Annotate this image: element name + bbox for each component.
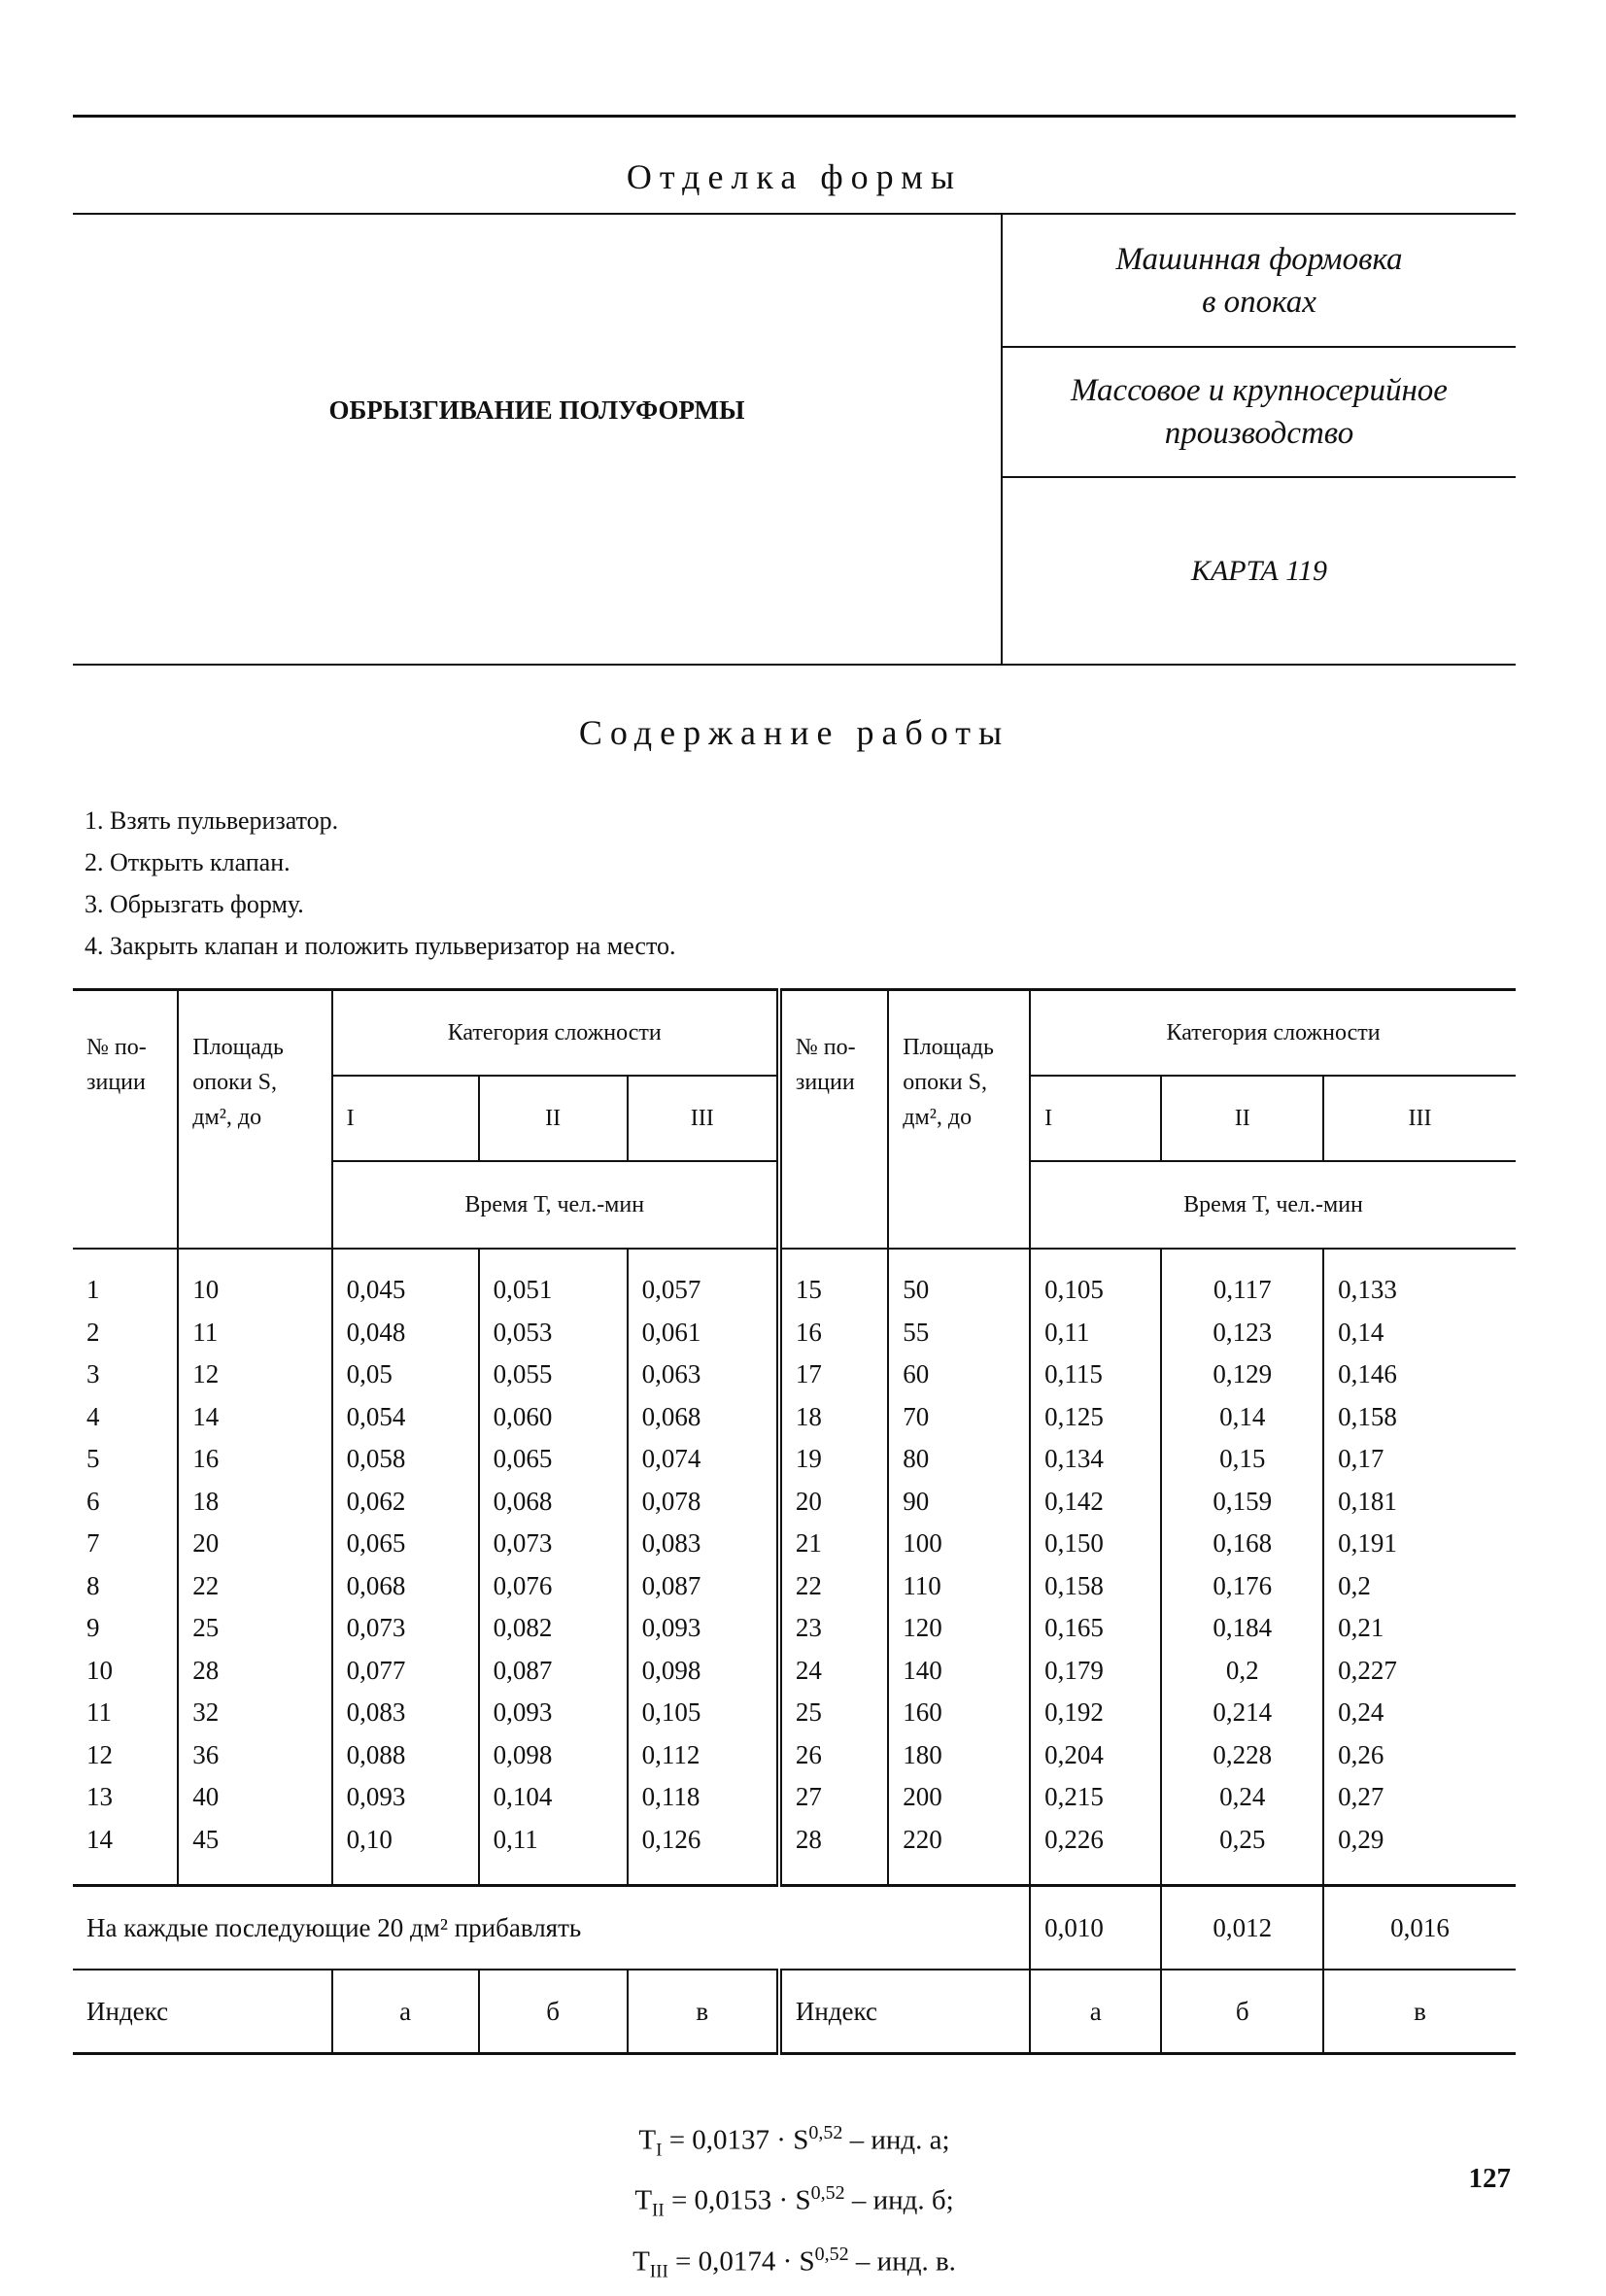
work-step: 1. Взять пульверизатор. — [85, 806, 339, 835]
table-row — [73, 1565, 1516, 1608]
table-cell: 0,082 — [479, 1607, 628, 1650]
table-cell: 0,158 — [1030, 1565, 1161, 1608]
table-row — [73, 1819, 1516, 1886]
table-cell: 0,118 — [628, 1776, 779, 1819]
table-cell: 0,11 — [1030, 1312, 1161, 1354]
table-cell: 0,083 — [332, 1692, 479, 1734]
table-cell: 6 — [86, 1486, 100, 1516]
increment-value-iii: 0,016 — [1323, 1886, 1516, 1970]
table-cell: 0,204 — [1030, 1734, 1161, 1777]
table-cell: 0,057 — [628, 1249, 779, 1312]
table-cell: 55 — [888, 1312, 1030, 1354]
table-cell: 0,068 — [479, 1481, 628, 1524]
table-cell: 27 — [779, 1776, 888, 1819]
page-number: 127 — [1468, 2163, 1511, 2194]
table-cell: 0,226 — [1030, 1819, 1161, 1886]
table-cell: 0,15 — [1161, 1438, 1323, 1481]
table-cell: 0,24 — [1161, 1776, 1323, 1819]
table-cell: 110 — [888, 1565, 1030, 1608]
table-cell: 0,088 — [332, 1734, 479, 1777]
table-cell: 0,054 — [332, 1396, 479, 1439]
table-cell: 3 — [86, 1359, 100, 1388]
table-cell: 4 — [86, 1401, 100, 1431]
table-row — [73, 1438, 1516, 1481]
table-cell: 8 — [86, 1570, 100, 1600]
col-header-cat-ii: II — [479, 1076, 628, 1161]
table-cell: 0,063 — [628, 1354, 779, 1396]
table-cell: 13 — [86, 1782, 113, 1811]
table-cell: 220 — [888, 1819, 1030, 1886]
table-cell: 0,098 — [479, 1734, 628, 1777]
table-cell: 15 — [779, 1249, 888, 1312]
table-cell: 0,078 — [628, 1481, 779, 1524]
table-cell: 0,2 — [1323, 1565, 1516, 1608]
table-cell: 0,105 — [628, 1692, 779, 1734]
table-cell: 0,060 — [479, 1396, 628, 1439]
table-cell: 0,168 — [1161, 1523, 1323, 1565]
table-cell: 9 — [86, 1613, 100, 1642]
table-cell: 18 — [178, 1481, 331, 1524]
table-row — [73, 1776, 1516, 1819]
work-step: 3. Обрызгать форму. — [85, 890, 304, 918]
table-cell: 16 — [779, 1312, 888, 1354]
table-cell: 0,24 — [1323, 1692, 1516, 1734]
table-cell: 7 — [86, 1528, 100, 1558]
col-header-time: Время Т, чел.-мин — [332, 1161, 779, 1249]
table-cell: 0,061 — [628, 1312, 779, 1354]
table-cell: 14 — [178, 1396, 331, 1439]
table-cell: 20 — [178, 1523, 331, 1565]
table-row — [73, 1607, 1516, 1650]
table-cell: 0,227 — [1323, 1650, 1516, 1693]
production-line-1: Массовое и крупносерийное — [1071, 373, 1448, 408]
table-cell: 0,21 — [1323, 1607, 1516, 1650]
table-cell: 23 — [779, 1607, 888, 1650]
card-number-cell — [1003, 478, 1516, 664]
table-cell: 0,11 — [479, 1819, 628, 1886]
table-row — [73, 1734, 1516, 1777]
table-cell: 0,165 — [1030, 1607, 1161, 1650]
table-cell: 0,133 — [1323, 1249, 1516, 1312]
index-value-v: в — [628, 1970, 779, 2054]
table-cell: 0,048 — [332, 1312, 479, 1354]
table-cell: 0,073 — [332, 1607, 479, 1650]
table-cell: 0,062 — [332, 1481, 479, 1524]
method-cell — [1003, 215, 1516, 348]
col-header-position: № по- зиции — [779, 990, 888, 1250]
norms-table — [73, 988, 1516, 2055]
card-info — [1003, 215, 1516, 664]
table-cell: 0,073 — [479, 1523, 628, 1565]
table-cell: 0,215 — [1030, 1776, 1161, 1819]
table-cell: 0,142 — [1030, 1481, 1161, 1524]
table-cell: 0,10 — [332, 1819, 479, 1886]
card-number: КАРТА 119 — [1191, 554, 1327, 587]
method-line-1: Машинная формовка — [1115, 241, 1403, 277]
table-cell: 0,045 — [332, 1249, 479, 1312]
col-header-cat-iii: III — [1323, 1076, 1516, 1161]
document-page — [73, 115, 1516, 2293]
table-cell: 120 — [888, 1607, 1030, 1650]
formula-line: $T_{III} = 0,0174 \cdot S^{0,52}$ – инд. в. — [632, 2243, 956, 2282]
table-row — [73, 1249, 1516, 1312]
col-header-time: Время Т, чел.-мин — [1030, 1161, 1516, 1249]
table-cell: 11 — [86, 1697, 112, 1727]
table-cell: 0,146 — [1323, 1354, 1516, 1396]
table-cell: 160 — [888, 1692, 1030, 1734]
table-cell: 0,192 — [1030, 1692, 1161, 1734]
index-value-a: а — [332, 1970, 479, 2054]
table-cell: 0,158 — [1323, 1396, 1516, 1439]
table-cell: 5 — [86, 1444, 100, 1473]
table-cell: 180 — [888, 1734, 1030, 1777]
table-cell: 140 — [888, 1650, 1030, 1693]
table-cell: 0,123 — [1161, 1312, 1323, 1354]
method-line-2: в опоках — [1202, 284, 1316, 320]
table-row — [73, 1312, 1516, 1354]
table-cell: 0,068 — [332, 1565, 479, 1608]
col-header-cat-i: I — [1030, 1076, 1161, 1161]
table-cell: 0,093 — [628, 1607, 779, 1650]
table-cell: 0,076 — [479, 1565, 628, 1608]
col-header-position: № по- зиции — [73, 990, 178, 1250]
operation-title: ОБРЫЗГИВАНИЕ ПОЛУФОРМЫ — [328, 394, 745, 425]
formulas — [73, 2111, 1516, 2293]
table-cell: 0,159 — [1161, 1481, 1323, 1524]
table-row — [73, 1692, 1516, 1734]
table-cell: 0,058 — [332, 1438, 479, 1481]
index-label: Индекс — [73, 1970, 332, 2054]
table-cell: 80 — [888, 1438, 1030, 1481]
table-cell: 0,077 — [332, 1650, 479, 1693]
table-cell: 11 — [178, 1312, 331, 1354]
table-cell: 0,176 — [1161, 1565, 1323, 1608]
table-cell: 0,125 — [1030, 1396, 1161, 1439]
table-cell: 10 — [86, 1655, 113, 1685]
table-cell: 25 — [779, 1692, 888, 1734]
table-cell: 0,14 — [1323, 1312, 1516, 1354]
table-cell: 0,214 — [1161, 1692, 1323, 1734]
table-cell: 26 — [779, 1734, 888, 1777]
increment-value-i: 0,010 — [1030, 1886, 1161, 1970]
table-cell: 100 — [888, 1523, 1030, 1565]
table-cell: 0,068 — [628, 1396, 779, 1439]
col-header-cat-iii: III — [628, 1076, 779, 1161]
section-title: Отделка формы — [626, 157, 963, 196]
col-header-area: Площадь опоки S, дм², до — [888, 990, 1030, 1250]
table-cell: 0,27 — [1323, 1776, 1516, 1819]
table-cell: 12 — [178, 1354, 331, 1396]
table-cell: 60 — [888, 1354, 1030, 1396]
table-cell: 0,105 — [1030, 1249, 1161, 1312]
table-cell: 32 — [178, 1692, 331, 1734]
table-row — [73, 1396, 1516, 1439]
table-cell: 28 — [779, 1819, 888, 1886]
col-header-cat-i: I — [332, 1076, 479, 1161]
table-cell: 0,184 — [1161, 1607, 1323, 1650]
table-cell: 0,087 — [479, 1650, 628, 1693]
table-cell: 0,129 — [1161, 1354, 1323, 1396]
table-row — [73, 1354, 1516, 1396]
table-cell: 0,055 — [479, 1354, 628, 1396]
col-header-cat-ii: II — [1161, 1076, 1323, 1161]
table-cell: 22 — [178, 1565, 331, 1608]
table-cell: 0,065 — [479, 1438, 628, 1481]
table-cell: 17 — [779, 1354, 888, 1396]
work-step: 4. Закрыть клапан и положить пульверизатор на место. — [85, 932, 676, 960]
table-cell: 0,112 — [628, 1734, 779, 1777]
table-cell: 25 — [178, 1607, 331, 1650]
table-cell: 28 — [178, 1650, 331, 1693]
table-cell: 0,065 — [332, 1523, 479, 1565]
index-label: Индекс — [779, 1970, 1030, 2054]
table-cell: 0,051 — [479, 1249, 628, 1312]
table-cell: 16 — [178, 1438, 331, 1481]
table-cell: 40 — [178, 1776, 331, 1819]
table-cell: 2 — [86, 1317, 100, 1347]
table-cell: 18 — [779, 1396, 888, 1439]
increment-label: На каждые последующие 20 дм² прибавлять — [73, 1886, 1030, 1970]
production-cell — [1003, 348, 1516, 478]
table-cell: 22 — [779, 1565, 888, 1608]
col-header-category: Категория сложности — [1030, 990, 1516, 1077]
card-header — [73, 213, 1516, 666]
table-cell: 0,098 — [628, 1650, 779, 1693]
index-value-v: в — [1323, 1970, 1516, 2054]
table-cell: 14 — [86, 1824, 113, 1854]
table-cell: 0,25 — [1161, 1819, 1323, 1886]
table-cell: 90 — [888, 1481, 1030, 1524]
table-row — [73, 1523, 1516, 1565]
table-cell: 45 — [178, 1819, 331, 1886]
table-cell: 0,053 — [479, 1312, 628, 1354]
formula-line: $T_I = 0,0137 \cdot S^{0,52}$ – инд. а; — [638, 2122, 950, 2161]
production-line-2: производство — [1164, 416, 1354, 451]
table-cell: 0,228 — [1161, 1734, 1323, 1777]
table-row — [73, 1481, 1516, 1524]
table-cell: 0,087 — [628, 1565, 779, 1608]
table-row — [73, 1650, 1516, 1693]
table-cell: 0,083 — [628, 1523, 779, 1565]
table-cell: 0,104 — [479, 1776, 628, 1819]
table-cell: 0,093 — [332, 1776, 479, 1819]
work-title: Содержание работы — [578, 713, 1010, 752]
index-value-b: б — [1161, 1970, 1323, 2054]
table-cell: 0,115 — [1030, 1354, 1161, 1396]
index-value-b: б — [479, 1970, 628, 2054]
formula-line: $T_{II} = 0,0153 \cdot S^{0,52}$ – инд. б; — [634, 2182, 954, 2221]
table-cell: 1 — [86, 1275, 100, 1304]
table-cell: 0,074 — [628, 1438, 779, 1481]
norms-data — [73, 1249, 1516, 1886]
table-cell: 24 — [779, 1650, 888, 1693]
table-cell: 0,134 — [1030, 1438, 1161, 1481]
table-cell: 36 — [178, 1734, 331, 1777]
table-cell: 0,181 — [1323, 1481, 1516, 1524]
table-cell: 19 — [779, 1438, 888, 1481]
table-cell: 21 — [779, 1523, 888, 1565]
table-cell: 0,14 — [1161, 1396, 1323, 1439]
operation-cell — [73, 215, 1003, 664]
table-cell: 0,17 — [1323, 1438, 1516, 1481]
increment-value-ii: 0,012 — [1161, 1886, 1323, 1970]
table-cell: 50 — [888, 1249, 1030, 1312]
table-cell: 0,29 — [1323, 1819, 1516, 1886]
table-cell: 0,05 — [332, 1354, 479, 1396]
index-value-a: а — [1030, 1970, 1161, 2054]
table-cell: 0,179 — [1030, 1650, 1161, 1693]
col-header-category: Категория сложности — [332, 990, 779, 1077]
table-cell: 0,26 — [1323, 1734, 1516, 1777]
table-cell: 10 — [178, 1249, 331, 1312]
work-steps — [85, 800, 1516, 967]
table-cell: 20 — [779, 1481, 888, 1524]
col-header-area: Площадь опоки S, дм², до — [178, 990, 331, 1250]
table-cell: 12 — [86, 1739, 113, 1769]
table-cell: 70 — [888, 1396, 1030, 1439]
table-cell: 0,117 — [1161, 1249, 1323, 1312]
table-cell: 0,2 — [1161, 1650, 1323, 1693]
table-cell: 0,150 — [1030, 1523, 1161, 1565]
table-cell: 0,093 — [479, 1692, 628, 1734]
table-cell: 0,191 — [1323, 1523, 1516, 1565]
table-cell: 0,126 — [628, 1819, 779, 1886]
table-cell: 200 — [888, 1776, 1030, 1819]
work-step: 2. Открыть клапан. — [85, 848, 290, 876]
